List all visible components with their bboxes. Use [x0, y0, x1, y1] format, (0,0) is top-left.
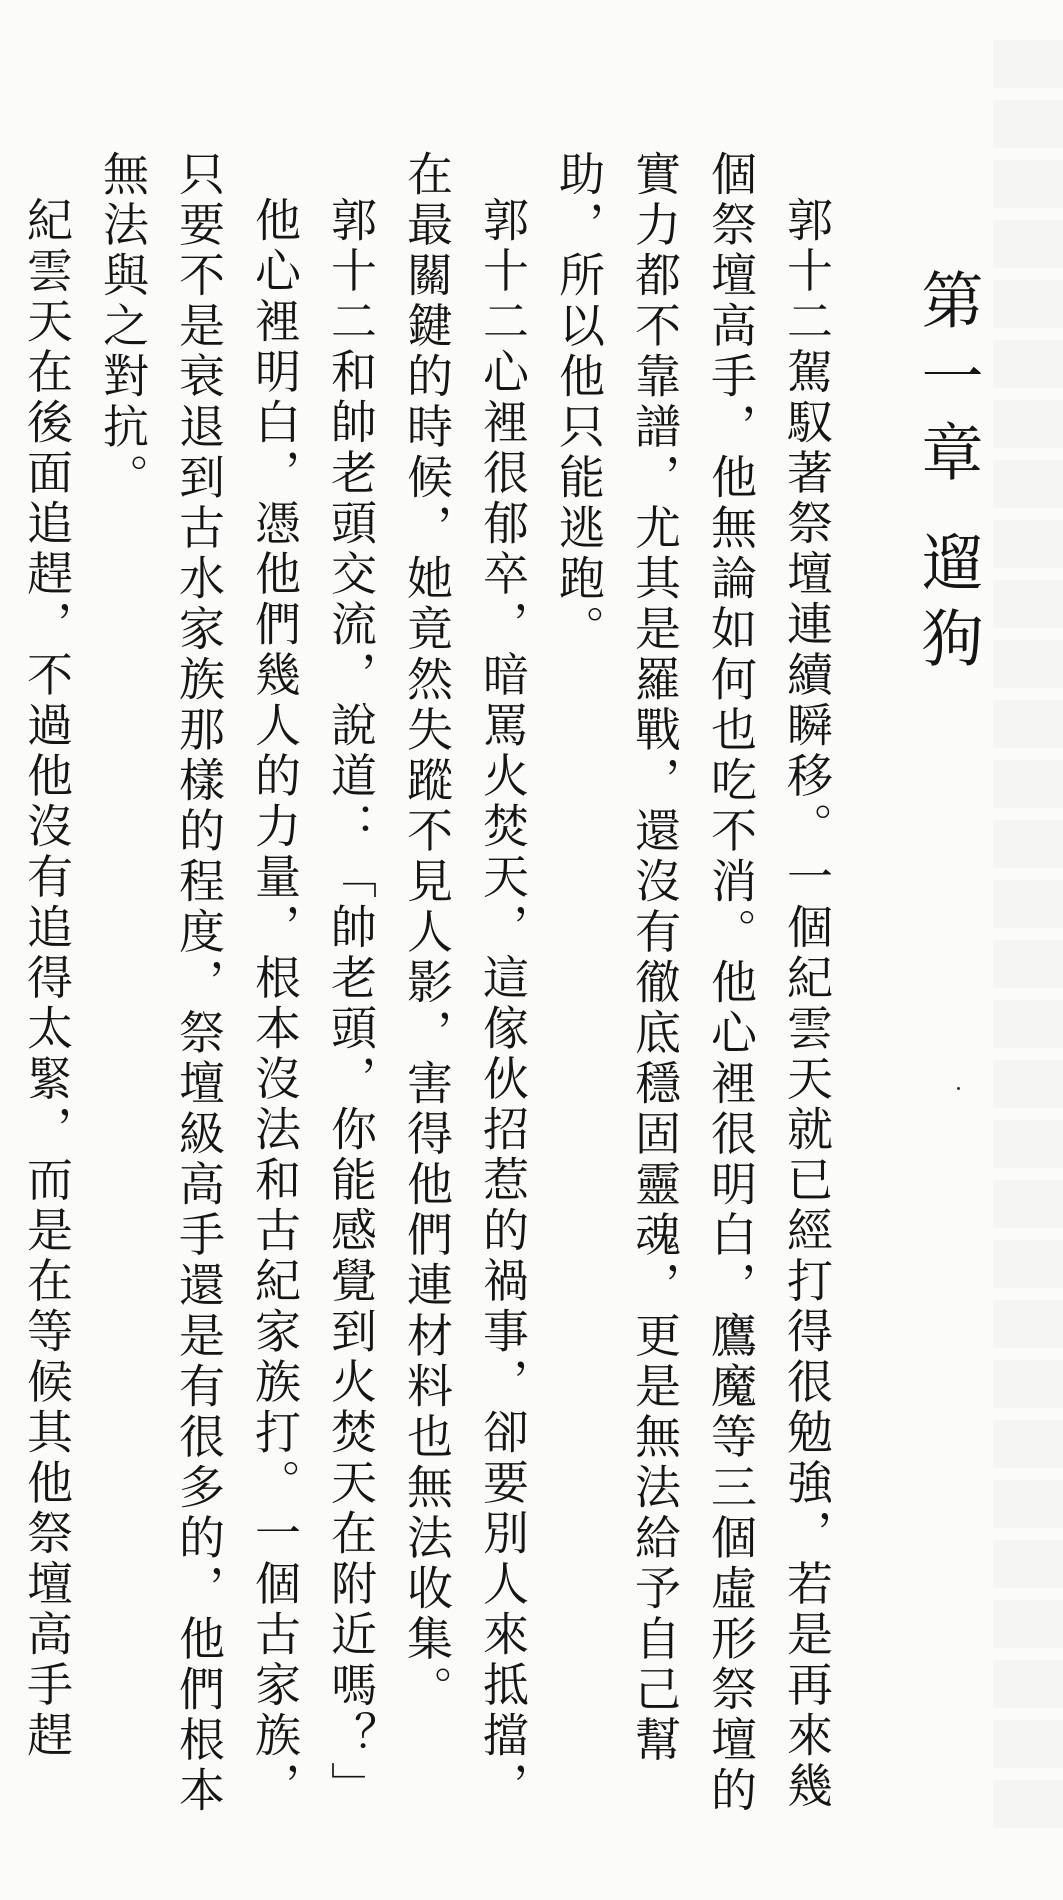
body-text: [9, 150, 845, 1850]
paragraph-4: 他心裡明白，憑他們幾人的力量，根本沒法和古紀家族打。一個古家族，只要不是衰退到古水家族那樣的程度，祭壇級高手還是有很多的，他們根本無法與之對抗。: [96, 150, 302, 1817]
show-through-shading: [993, 40, 1063, 1840]
scan-speck: [957, 1087, 960, 1090]
paragraph-3: 郭十二和帥老頭交流，說道：「帥老頭，你能感覺到火焚天在附近嗎？」: [324, 196, 378, 1812]
chapter-title: 第一章 遛狗: [911, 268, 984, 682]
paragraph-1: 郭十二駕馭著祭壇連續瞬移。一個紀雲天就已經打得很勉強，若是再來幾個祭壇高手，他無論如何也吃不消。他心裡很明白，鷹魔等三個虛形祭壇的實力都不靠譜，尤其是羅戰，還沒有徹底穩固靈魂，更是無法給予自己幫助，所以他只能逃跑。: [552, 150, 834, 1817]
paragraph-2: 郭十二心裡很郁卒，暗罵火焚天，這傢伙招惹的禍事，卻要別人來抵擋，在最關鍵的時候，她竟然失蹤不見人影，害得他們連材料也無法收集。: [400, 150, 530, 1812]
paragraph-5: 紀雲天在後面追趕，不過他沒有追得太緊，而是在等候其他祭壇高手趕: [20, 196, 74, 1762]
